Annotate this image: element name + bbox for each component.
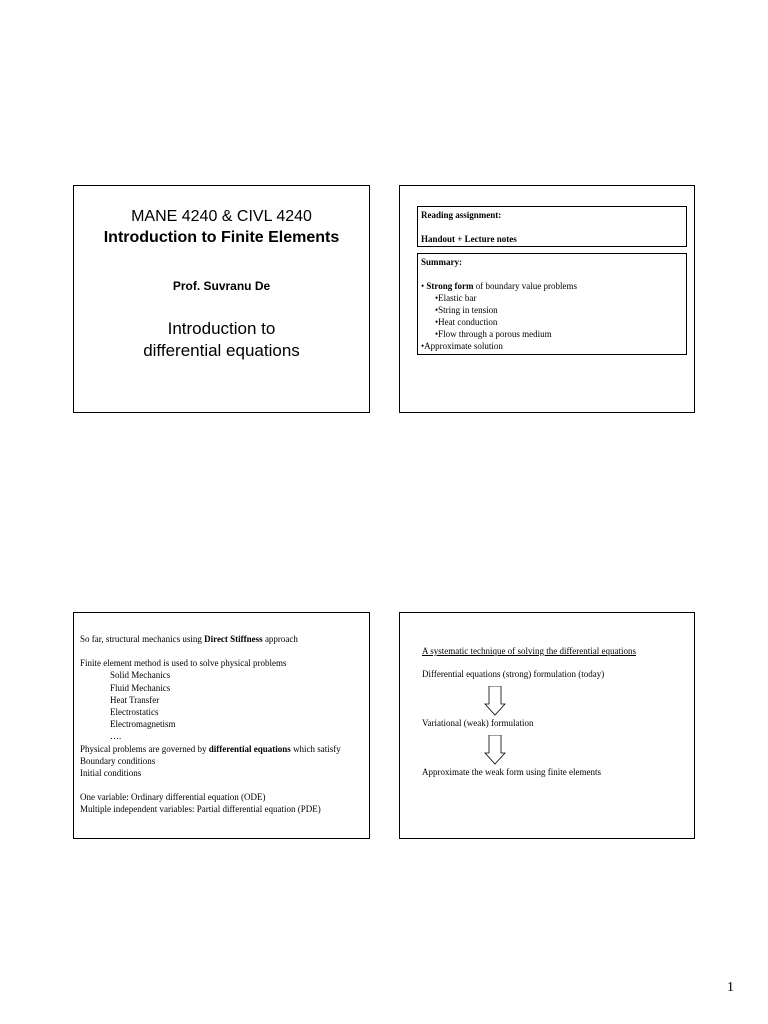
summary-item: •String in tension — [435, 305, 498, 315]
line1-post: approach — [262, 634, 298, 644]
problem-item: …. — [110, 731, 122, 742]
topic-line-1: Introduction to — [167, 319, 276, 338]
summary-last: •Approximate solution — [421, 341, 503, 351]
problem-item: Fluid Mechanics — [110, 682, 171, 693]
overview-line-1 — [80, 633, 341, 645]
overview-line-7: Multiple independent variables: Partial differential equation (PDE) — [80, 804, 321, 815]
problem-item: Electromagnetism — [110, 719, 176, 730]
reading-assignment-box — [417, 206, 687, 247]
slide-title — [73, 185, 370, 413]
line3-pre: Physical problems are governed by — [80, 743, 209, 754]
course-subtitle: Introduction to Finite Elements — [103, 229, 340, 246]
technique-step-1: Differential equations (strong) formulation (today) — [422, 669, 605, 679]
summary-intro-rest: of boundary value problems — [473, 281, 577, 291]
problem-item: Electrostatics — [110, 707, 159, 718]
overview-line-6: One variable: Ordinary differential equation (ODE) — [80, 792, 266, 803]
problem-item: Heat Transfer — [110, 694, 160, 705]
problem-item: Solid Mechanics — [110, 670, 171, 681]
line1-bold: Direct Stiffness — [204, 634, 263, 644]
summary-item: •Heat conduction — [435, 317, 498, 327]
summary-intro-bold: Strong form — [426, 281, 474, 291]
slide-technique — [399, 612, 695, 839]
professor-name: Prof. Suvranu De — [172, 279, 271, 293]
technique-step-3: Approximate the weak form using finite elements — [422, 767, 601, 777]
topic-line-2: differential equations — [143, 341, 300, 360]
summary-box — [417, 253, 687, 355]
page-number: 1 — [727, 980, 734, 995]
down-arrow-icon — [484, 735, 506, 765]
line1-pre: So far, structural mechanics using — [80, 634, 205, 644]
overview-line-2: Finite element method is used to solve physical problems — [80, 658, 287, 669]
summary-item: •Flow through a porous medium — [435, 329, 552, 339]
slide-summary — [399, 185, 695, 413]
overview-line-5: Initial conditions — [80, 768, 142, 779]
summary-intro-bullet: • — [421, 281, 427, 291]
overview-line-4: Boundary conditions — [80, 755, 156, 766]
down-arrow-icon — [484, 686, 506, 716]
summary-title: Summary: — [421, 257, 462, 267]
technique-heading: A systematic technique of solving the differential equations — [422, 646, 637, 656]
reading-text: Handout + Lecture notes — [421, 234, 517, 244]
course-title: MANE 4240 & CIVL 4240 — [131, 208, 312, 225]
overview-line-3 — [80, 743, 341, 755]
summary-intro — [421, 280, 683, 292]
lecture-topic — [74, 318, 369, 362]
technique-step-2: Variational (weak) formulation — [422, 718, 534, 728]
line3-post: which satisfy — [290, 743, 341, 754]
line3-bold: differential equations — [208, 743, 291, 754]
slide-overview — [73, 612, 370, 839]
summary-item: •Elastic bar — [435, 293, 477, 303]
reading-title: Reading assignment: — [421, 210, 502, 220]
overview-text — [80, 633, 341, 816]
